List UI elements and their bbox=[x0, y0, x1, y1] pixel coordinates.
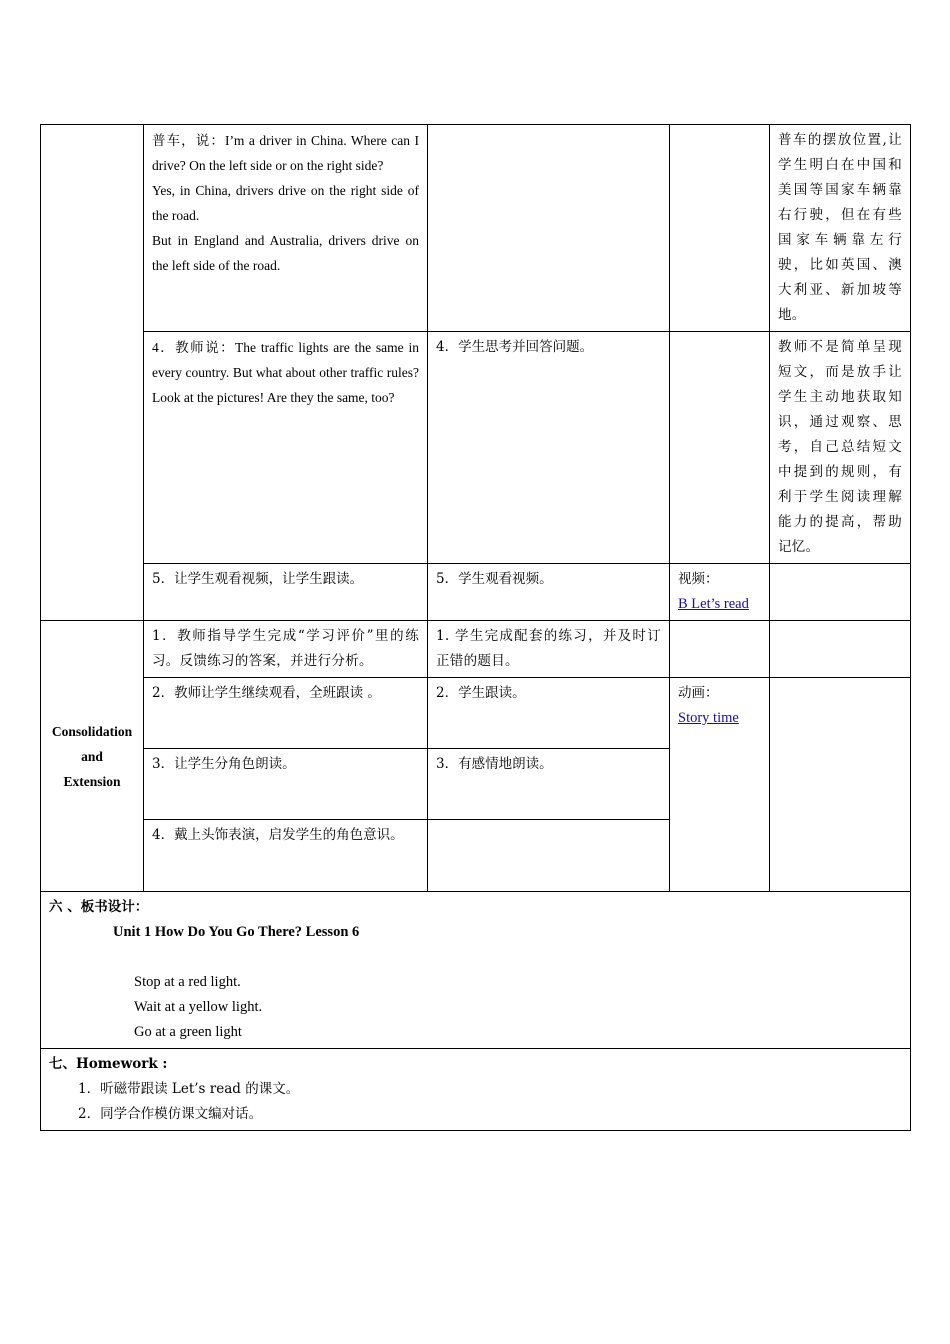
resource-label: 视频： bbox=[678, 571, 719, 587]
board-line: Stop at a red light. bbox=[134, 974, 241, 990]
board-design-cell bbox=[41, 892, 911, 1049]
teacher-activity-cell: 3．让学生分角色朗读。 bbox=[144, 749, 428, 820]
teacher-activity-cell bbox=[144, 125, 428, 332]
section-cell-consolidation bbox=[41, 621, 144, 892]
student-activity-cell: 5．学生观看视频。 bbox=[428, 564, 670, 621]
design-intent-cell bbox=[770, 678, 911, 892]
lesson-plan-table bbox=[40, 124, 911, 1131]
teacher-line: But in England and Australia, drivers drive on the left side of the road. bbox=[152, 233, 419, 273]
teacher-activity-cell: 4．戴上头饰表演，启发学生的角色意识。 bbox=[144, 820, 428, 892]
spacer bbox=[49, 945, 902, 970]
section-label: Consolidation bbox=[51, 723, 133, 739]
student-activity-cell: 3．有感情地朗读。 bbox=[428, 749, 670, 820]
table-row bbox=[41, 892, 911, 1049]
board-title: Unit 1 How Do You Go There? Lesson 6 bbox=[113, 924, 360, 940]
animation-link[interactable]: Story time bbox=[678, 710, 739, 726]
video-link[interactable]: B Let’s read bbox=[678, 596, 749, 612]
design-intent-cell bbox=[770, 621, 911, 678]
teacher-activity-cell: 2．教师让学生继续观看，全班跟读 。 bbox=[144, 678, 428, 749]
table-row bbox=[41, 678, 911, 749]
board-line: Wait at a yellow light. bbox=[134, 999, 263, 1015]
section-label: and bbox=[81, 748, 103, 764]
resource-cell bbox=[670, 125, 770, 332]
teacher-line: Yes, in China, drivers drive on the right side of the road. bbox=[152, 183, 419, 223]
table-row bbox=[41, 1049, 911, 1131]
resource-cell bbox=[670, 332, 770, 564]
student-activity-cell: 2．学生跟读。 bbox=[428, 678, 670, 749]
board-line: Go at a green light bbox=[134, 1024, 242, 1040]
section-label: Extension bbox=[63, 773, 121, 789]
homework-cell bbox=[41, 1049, 911, 1131]
teacher-activity-cell: 4．教师说：The traffic lights are the same in every country. But what about other traffic rules? Look at the pictures! Are they the same, too? bbox=[144, 332, 428, 564]
homework-item: 1．听磁带跟读 Let’s read 的课文。 bbox=[78, 1081, 300, 1097]
table-row bbox=[41, 621, 911, 678]
homework-heading: 七、Homework : bbox=[49, 1056, 168, 1072]
design-intent-cell: 普车的摆放位置,让学生明白在中国和美国等国家车辆靠右行驶，但在有些国家车辆靠左行驶，比如英国、澳大利亚、新加坡等地。 bbox=[770, 125, 911, 332]
board-heading: 六 、板书设计： bbox=[49, 899, 149, 915]
teacher-line: 普车，说：I’m a driver in China. Where can I drive? On the left side or on the right side? bbox=[152, 133, 419, 173]
teacher-activity-cell: 5．让学生观看视频，让学生跟读。 bbox=[144, 564, 428, 621]
table-row bbox=[41, 564, 911, 621]
table-row bbox=[41, 332, 911, 564]
student-activity-cell bbox=[428, 820, 670, 892]
resource-cell bbox=[670, 564, 770, 621]
student-activity-cell: 1. 学生完成配套的练习，并及时订正错的题目。 bbox=[428, 621, 670, 678]
table-row bbox=[41, 125, 911, 332]
section-cell-empty bbox=[41, 125, 144, 621]
student-activity-cell bbox=[428, 125, 670, 332]
homework-item: 2．同学合作模仿课文编对话。 bbox=[78, 1106, 263, 1122]
teacher-activity-cell: 1．教师指导学生完成“学习评价”里的练习。反馈练习的答案，并进行分析。 bbox=[144, 621, 428, 678]
resource-cell bbox=[670, 621, 770, 678]
design-intent-cell bbox=[770, 564, 911, 621]
resource-cell bbox=[670, 678, 770, 892]
resource-label: 动画： bbox=[678, 685, 719, 701]
design-intent-cell: 教师不是简单呈现短文，而是放手让学生主动地获取知识，通过观察、思考，自己总结短文中提到的规则，有利于学生阅读理解能力的提高，帮助记忆。 bbox=[770, 332, 911, 564]
student-activity-cell: 4．学生思考并回答问题。 bbox=[428, 332, 670, 564]
